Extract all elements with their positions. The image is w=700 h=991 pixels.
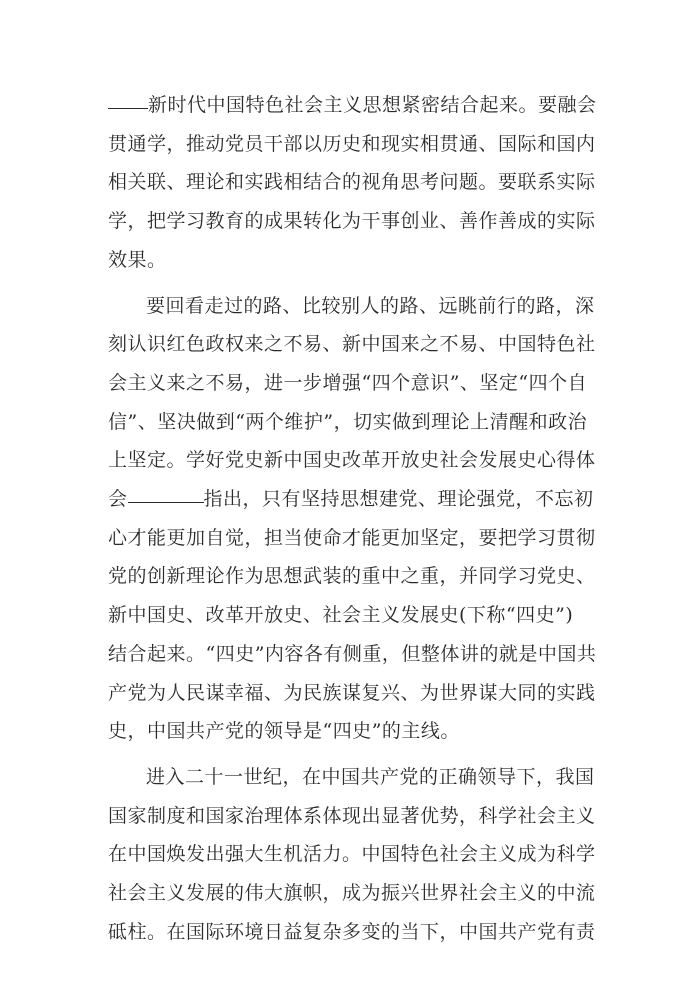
fill-in-blank xyxy=(108,107,148,109)
text-line xyxy=(108,480,592,519)
text-line: 贯通学，推动党员干部以历史和现实相贯通、国际和国内 xyxy=(108,132,596,155)
text-line: 在中国焕发出强大生机活力。中国特色社会主义成为科学 xyxy=(108,843,596,866)
paragraph-2 xyxy=(108,287,597,751)
text-line: 信”、坚决做到“两个维护”，切实做到理论上清醒和政治 xyxy=(108,410,588,433)
text-line: 党的创新理论作为思想武装的重中之重，并同学习党史、 xyxy=(108,565,596,588)
text-line: 学，把学习教育的成果转化为干事创业、善作善成的实际 xyxy=(108,210,596,233)
fill-in-blank xyxy=(128,501,204,503)
text-line: 会主义来之不易，进一步增强“四个意识”、坚定“四个自 xyxy=(108,371,588,394)
text-line: 国家制度和国家治理体系体现出显著优势，科学社会主义 xyxy=(108,804,596,827)
text-line: 结合起来。“四史”内容各有侧重，但整体讲的就是中国共 xyxy=(108,642,597,665)
text-line-content: 新时代中国特色社会主义思想紧密结合起来。要融会 xyxy=(148,94,597,116)
document-body xyxy=(108,86,597,958)
text-line: 要回看走过的路、比较别人的路、远眺前行的路，深 xyxy=(146,294,595,317)
text-line: 进入二十一世纪，在中国共产党的正确领导下，我国 xyxy=(146,765,595,788)
text-line: 新中国史、改革开放史、社会主义发展史(下称“四史”) xyxy=(108,604,574,627)
text-line: 砥柱。在国际环境日益复杂多变的当下，中国共产党有责 xyxy=(108,920,596,943)
text-line-content: 指出，只有坚持思想建党、理论强党，不忘初 xyxy=(203,488,594,511)
text-line: 刻认识红色政权来之不易、新中国来之不易、中国特色社 xyxy=(108,333,596,356)
text-line: 效果。 xyxy=(108,248,167,271)
text-line-prefix: 会 xyxy=(108,488,128,511)
paragraph-1 xyxy=(108,86,597,280)
text-line: 产党为人民谋幸福、为民族谋复兴、为世界谋大同的实践 xyxy=(108,681,596,704)
text-line: 史，中国共产党的领导是“四史”的主线。 xyxy=(108,720,460,743)
text-line: 上坚定。学好党史新中国史改革开放史社会发展史心得体 xyxy=(108,449,596,472)
text-line: 社会主义发展的伟大旗帜，成为振兴世界社会主义的中流 xyxy=(108,882,596,905)
text-line xyxy=(108,86,597,125)
text-line: 心才能更加自觉，担当使命才能更加坚定，要把学习贯彻 xyxy=(108,526,596,549)
paragraph-3 xyxy=(108,758,596,952)
text-line: 相关联、理论和实践相结合的视角思考问题。要联系实际 xyxy=(108,171,596,194)
